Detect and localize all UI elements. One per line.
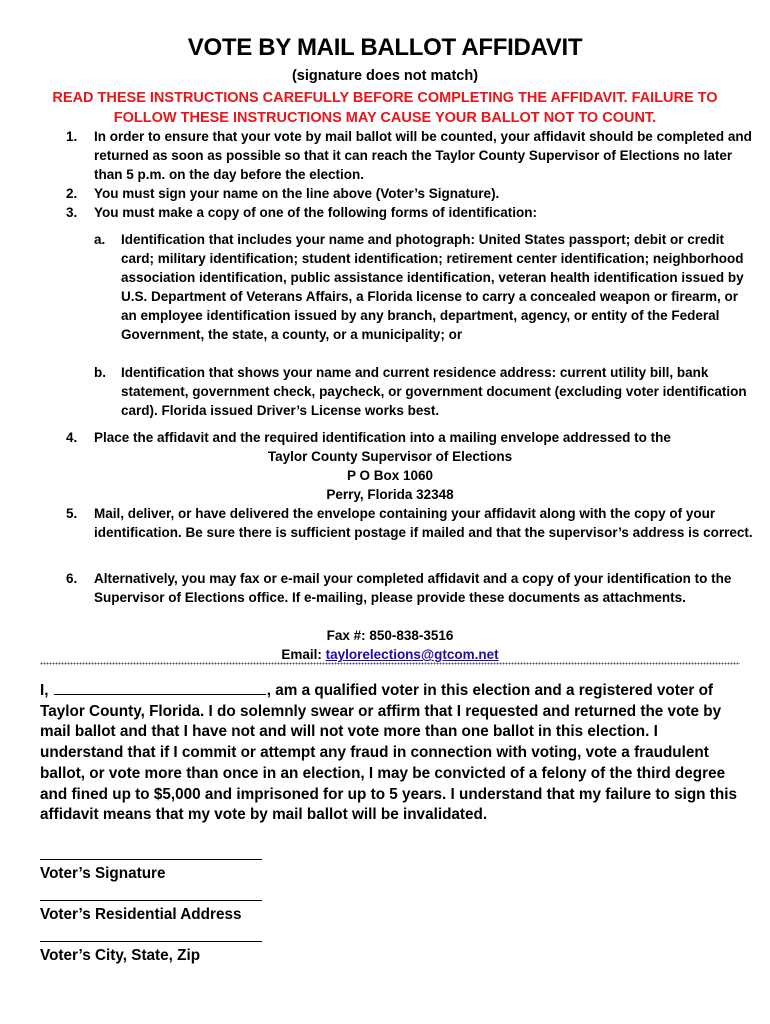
- item-text: Alternatively, you may fax or e-mail your completed affidavit and a copy of your identification to the Supervisor of Elections office. If e-mailing, please provide these documents as attachments.: [94, 571, 732, 605]
- signature-line[interactable]: [40, 859, 262, 860]
- item-text: You must make a copy of one of the following forms of identification:: [94, 205, 538, 220]
- affidavit-body: , am a qualified voter in this election and a registered voter of Taylor County, Florida. I do solemnly swear or affirm that I requested and returned the vote by mail ballot and that I have not and will not vote more than one ballot in this election. I understand that if I commit or attempt any fraud in connection with voting, vote a fraudulent ballot, or vote more than once in an election, I may be convicted of a felony of the third degree and fined up to $5,000 and imprisoned for up to 5 years. I understand that my failure to sign this affidavit means that my vote by mail ballot will be invalidated.: [40, 682, 737, 824]
- item-number: 3.: [66, 205, 78, 220]
- item-letter: a.: [94, 232, 106, 247]
- item-number: 6.: [66, 571, 78, 586]
- mailing-address-line-3: Perry, Florida 32348: [326, 487, 454, 502]
- warning-notice: [40, 88, 730, 128]
- dotted-divider: [40, 662, 740, 665]
- item-number: 1.: [66, 129, 78, 144]
- warning-line-1: READ THESE INSTRUCTIONS CAREFULLY BEFORE COMPLETING THE AFFIDAVIT. FAILURE TO: [52, 90, 718, 106]
- item-text: Mail, deliver, or have delivered the envelope containing your affidavit along with the copy of your identification. Be sure there is sufficient postage if mailed and that the supervisor’s address is correct.: [94, 506, 753, 540]
- item-text: Identification that shows your name and current residence address: current utility bill, bank statement, government check, paycheck, or government document (excluding voter identification card). Florida issued Driver’s License works best.: [121, 365, 747, 418]
- city-state-zip-line[interactable]: [40, 941, 262, 942]
- page-subtitle: (signature does not match): [291, 68, 479, 84]
- mailing-address-line-2: P O Box 1060: [346, 468, 434, 483]
- item-number: 2.: [66, 186, 78, 201]
- residential-address-label: Voter’s Residential Address: [40, 906, 242, 923]
- residential-address-line[interactable]: [40, 900, 262, 901]
- item-letter: b.: [94, 365, 106, 380]
- email-label: Email:: [281, 647, 326, 662]
- signature-label: Voter’s Signature: [40, 865, 166, 882]
- fax-number: Fax #: 850-838-3516: [326, 628, 454, 643]
- warning-line-2: FOLLOW THESE INSTRUCTIONS MAY CAUSE YOUR BALLOT NOT TO COUNT.: [113, 110, 657, 126]
- affidavit-prefix: I,: [40, 682, 53, 699]
- item-text: In order to ensure that your vote by mail ballot will be counted, your affidavit should be completed and returned as soon as possible so that it can reach the Taylor County Supervisor of Elections no later than 5 p.m. on the day before the election.: [94, 129, 752, 182]
- city-state-zip-label: Voter’s City, State, Zip: [40, 947, 201, 964]
- item-text: You must sign your name on the line above (Voter’s Signature).: [94, 186, 500, 201]
- page-title: VOTE BY MAIL BALLOT AFFIDAVIT: [187, 34, 583, 61]
- item-text: Place the affidavit and the required identification into a mailing envelope addressed to the: [94, 430, 671, 445]
- item-number: 4.: [66, 430, 78, 445]
- mailing-address-line-1: Taylor County Supervisor of Elections: [267, 449, 513, 464]
- voter-name-field[interactable]: [54, 680, 266, 695]
- item-number: 5.: [66, 506, 78, 521]
- affidavit-statement: [40, 680, 745, 826]
- item-text: Identification that includes your name and photograph: United States passport; debit or credit card; military identification; student identification; retirement center identification; neighborhood association identification, public assistance identification, veteran health identification issued by U.S. Department of Veterans Affairs, a Florida license to carry a concealed weapon or firearm, or an employee identification issued by any branch, department, agency, or entity of the Federal Government, the state, a county, or a municipality; or: [121, 232, 744, 342]
- email-link[interactable]: taylorelections@gtcom.net: [325, 647, 499, 662]
